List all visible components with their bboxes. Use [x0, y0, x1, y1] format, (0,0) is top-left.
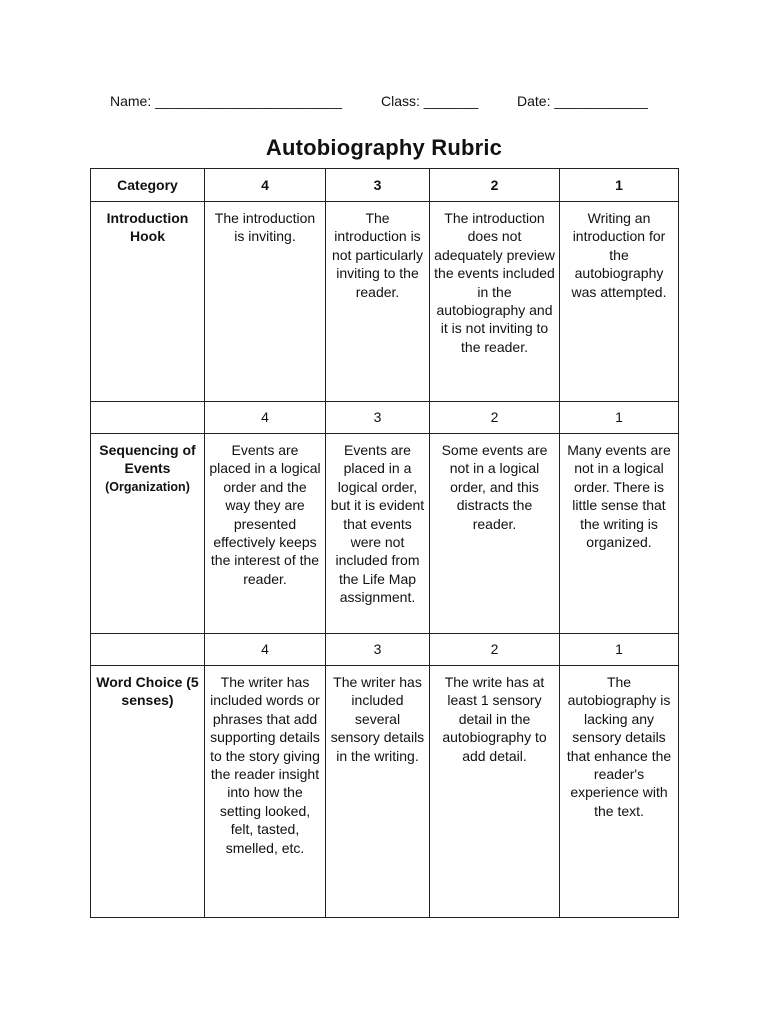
page-title: Autobiography Rubric	[265, 135, 503, 160]
category-cell	[91, 202, 205, 402]
table-row	[91, 202, 679, 402]
header-score-3: 3	[326, 169, 430, 202]
criteria-cell: The introduction is inviting.	[205, 202, 326, 402]
criteria-cell: Events are placed in a logical order, but it is evident that events were not included from the Life Map assignment.	[326, 434, 430, 634]
score-cell: 3	[326, 634, 430, 666]
criteria-cell: Many events are not in a logical order. There is little sense that the writing is organized.	[560, 434, 679, 634]
header-score-1: 1	[560, 169, 679, 202]
date-field-label: Date: ____________	[517, 93, 648, 109]
criteria-cell: The writer has included words or phrases that add supporting details to the story giving the reader insight into how the setting looked, felt, tasted, smelled, etc.	[205, 666, 326, 918]
score-cell: 2	[430, 634, 560, 666]
score-row	[91, 402, 679, 434]
score-cell-empty	[91, 634, 205, 666]
table-row	[91, 434, 679, 634]
category-label: Sequencing of Events	[99, 442, 196, 477]
category-sublabel: (Organization)	[105, 479, 190, 494]
category-cell	[91, 666, 205, 918]
criteria-cell: The write has at least 1 sensory detail in the autobiography to add detail.	[430, 666, 560, 918]
rubric-table	[90, 168, 679, 918]
score-cell: 3	[326, 402, 430, 434]
score-row	[91, 634, 679, 666]
score-cell: 1	[560, 634, 679, 666]
criteria-cell: Writing an introduction for the autobiography was attempted.	[560, 202, 679, 402]
name-field-label: Name: ________________________	[110, 93, 342, 109]
class-field-label: Class: _______	[381, 93, 479, 109]
criteria-cell: The writer has included several sensory details in the writing.	[326, 666, 430, 918]
score-cell-empty	[91, 402, 205, 434]
category-cell	[91, 434, 205, 634]
score-cell: 4	[205, 634, 326, 666]
criteria-cell: The autobiography is lacking any sensory details that enhance the reader's experience with the text.	[560, 666, 679, 918]
student-info-header	[0, 93, 768, 113]
score-cell: 2	[430, 402, 560, 434]
header-score-2: 2	[430, 169, 560, 202]
header-score-4: 4	[205, 169, 326, 202]
table-row	[91, 666, 679, 918]
category-label: Introduction Hook	[106, 210, 189, 245]
score-cell: 1	[560, 402, 679, 434]
criteria-cell: The introduction is not particularly inviting to the reader.	[326, 202, 430, 402]
criteria-cell: Events are placed in a logical order and the way they are presented effectively keeps the interest of the reader.	[205, 434, 326, 634]
score-cell: 4	[205, 402, 326, 434]
criteria-cell: The introduction does not adequately preview the events included in the autobiography and it is not inviting to the reader.	[430, 202, 560, 402]
table-header-row	[91, 169, 679, 202]
category-label: Word Choice (5 senses)	[96, 674, 199, 709]
header-category: Category	[91, 169, 205, 202]
criteria-cell: Some events are not in a logical order, and this distracts the reader.	[430, 434, 560, 634]
